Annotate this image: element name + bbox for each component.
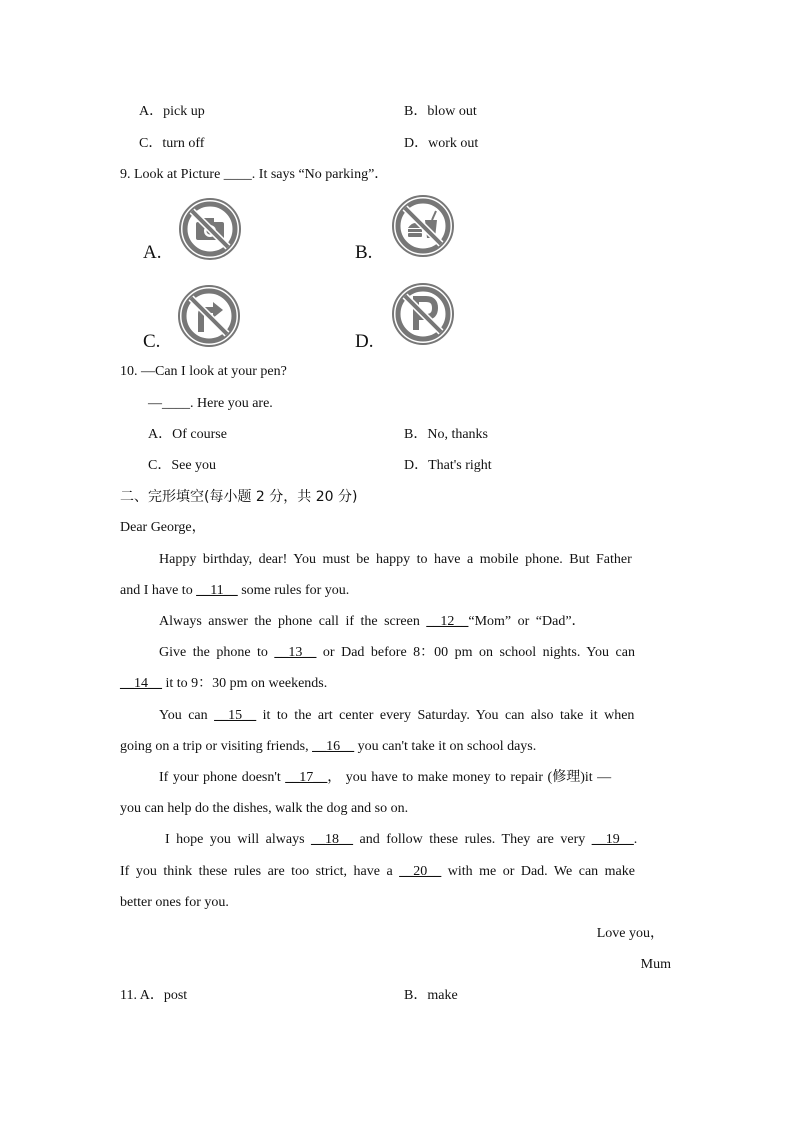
letter-paragraph-6-line-3: better ones for you. (120, 895, 229, 910)
letter-text: You can (159, 708, 215, 723)
letter-text: it to 9：30 pm on weekends. (162, 676, 328, 691)
blank-20: __20__ (399, 864, 442, 879)
letter-paragraph-4-line-2 (120, 738, 536, 756)
letter-closing: Love you， (596, 926, 664, 941)
blank-18: __18__ (311, 832, 354, 847)
q9-label-b: B. (355, 242, 373, 263)
letter-text: “Mom” or “Dad”． (468, 614, 586, 629)
letter-paragraph-1-line-2 (120, 582, 349, 600)
letter-paragraph-5-line-1 (159, 769, 611, 787)
q9-label-d: D. (355, 331, 374, 352)
q11-option-a: 11. A．post (120, 988, 188, 1003)
q10-stem: 10. —Can I look at your pen? (120, 364, 287, 379)
letter-text: it to the art center every Saturday. You can also take it when (256, 708, 635, 723)
letter-text: I hope you will always (165, 832, 312, 847)
q8-option-c: C．turn off (139, 136, 205, 151)
q8-option-d: D．work out (404, 136, 479, 151)
letter-text: or Dad before 8：00 pm on school nights. You can (316, 645, 635, 660)
q10-option-c: C．See you (148, 458, 217, 473)
letter-text: some rules for you. (237, 583, 350, 598)
blank-17: __17__ (285, 770, 328, 785)
q9-label-c: C. (143, 331, 161, 352)
no-parking-icon (391, 282, 455, 346)
letter-paragraph-6-line-1 (165, 831, 637, 849)
blank-15: __15__ (214, 708, 257, 723)
blank-11: __11__ (196, 583, 238, 598)
q10-reply: —____. Here you are. (148, 396, 273, 411)
q10-option-d: D．That's right (404, 458, 492, 473)
letter-paragraph-4-line-1 (159, 707, 634, 725)
letter-paragraph-1-line-1 (159, 551, 672, 569)
letter-paragraph-5-line-2: you can help do the dishes, walk the dog and so on. (120, 801, 409, 816)
letter-text: ， you have to make money to repair (修理)it — (327, 770, 612, 785)
letter-text: you can't take it on school days. (354, 739, 537, 754)
blank-12: __12__ (426, 614, 469, 629)
letter-text: Always answer the phone call if the screen (159, 614, 427, 629)
blank-13: __13__ (274, 645, 317, 660)
q8-option-a: A．pick up (139, 104, 205, 119)
letter-text: with me or Dad. We can make (441, 864, 635, 879)
letter-text: If your phone doesn't (159, 770, 286, 785)
blank-19: __19__ (591, 832, 634, 847)
letter-text: . (633, 832, 638, 847)
no-food-drink-icon (391, 194, 455, 258)
letter-text: going on a trip or visiting friends, (120, 739, 313, 754)
q10-option-a: A．Of course (148, 427, 227, 442)
letter-paragraph-6-line-2 (120, 863, 635, 881)
letter-paragraph-3-line-1 (159, 644, 635, 662)
q10-option-b: B．No, thanks (404, 427, 488, 442)
blank-14: __14__ (120, 676, 162, 691)
q8-option-b: B．blow out (404, 104, 477, 119)
letter-paragraph-3-line-2 (120, 675, 327, 693)
letter-signature: Mum (640, 957, 671, 972)
letter-text: Give the phone to (159, 645, 275, 660)
no-right-turn-icon (177, 284, 241, 348)
q9-stem: 9. Look at Picture ____. It says “No parking”． (120, 167, 389, 182)
letter-paragraph-2 (159, 613, 586, 631)
letter-text: Happy birthday, dear! You must be happy to have a mobile phone. But Father (159, 552, 632, 567)
letter-text: and I have to (120, 583, 197, 598)
letter-text: If you think these rules are too strict, have a (120, 864, 400, 879)
section-heading: 二、完形填空(每小题 2 分，共 20 分) (120, 489, 358, 505)
letter-text: and follow these rules. They are very (353, 832, 592, 847)
letter-salutation: Dear George， (120, 520, 206, 535)
blank-16: __16__ (312, 739, 355, 754)
no-camera-icon (178, 197, 242, 261)
q11-option-b: B．make (404, 988, 458, 1003)
q9-label-a: A. (143, 242, 162, 263)
